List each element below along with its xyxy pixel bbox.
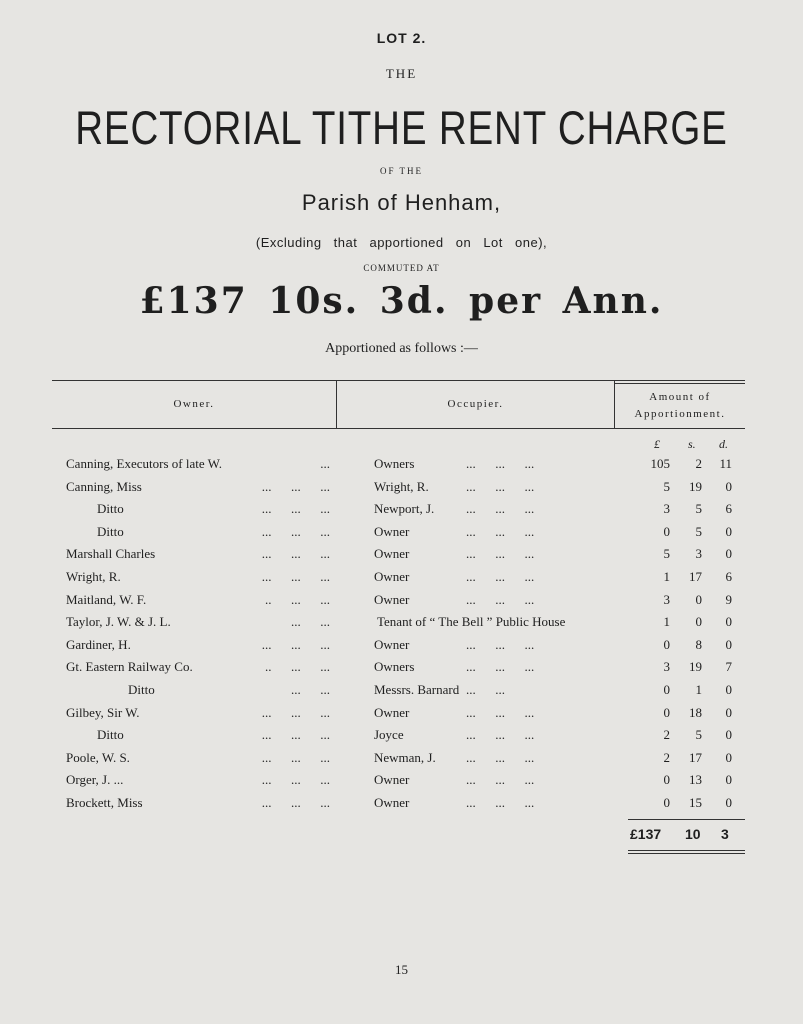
pounds-cell: 1 — [663, 614, 670, 630]
owner-leader-dots: ... ... ... — [261, 478, 330, 494]
heading-of-the: OF THE — [379, 166, 424, 176]
occupier-cell: Owner — [374, 546, 410, 562]
lot-number: LOT 2. — [376, 30, 427, 46]
pence-cell: 7 — [725, 659, 732, 675]
shillings-cell: 8 — [695, 636, 702, 652]
owner-leader-dots: ... ... ... — [261, 795, 330, 810]
owner-leader-dots: ... ... ... — [261, 772, 330, 788]
table-row — [0, 592, 803, 614]
pence-cell: 0 — [725, 636, 732, 652]
occupier-cell: Messrs. Barnard — [374, 682, 460, 697]
owner-leader-dots: ... ... ... — [261, 569, 330, 584]
owner-leader-dots: ... ... ... — [261, 546, 330, 562]
shillings-unit: s. — [688, 437, 696, 451]
total-shillings: 10 — [685, 826, 701, 842]
total-pence: 3 — [721, 826, 729, 842]
owner-cell: Poole, W. S. — [66, 749, 130, 765]
occupier-cell: Owner — [374, 772, 410, 788]
owner-cell: Canning, Miss — [66, 478, 142, 494]
pounds-cell: 3 — [663, 501, 670, 517]
shillings-cell: 5 — [695, 727, 702, 743]
occupier-cell: Owners — [374, 456, 415, 471]
total-bottom-rule-2 — [628, 853, 745, 854]
total-top-rule — [628, 819, 745, 820]
amount-header-line2: Apportionment. — [634, 408, 726, 420]
pence-cell: 0 — [725, 523, 732, 539]
owner-leader-dots: .. ... ... — [265, 591, 330, 607]
occupier-cell: Joyce — [374, 727, 404, 743]
owner-cell: Marshall Charles — [66, 546, 156, 562]
pence-cell: 0 — [725, 704, 732, 720]
occupier-cell: Newman, J. — [374, 749, 436, 765]
occupier-cell: Owner — [374, 569, 410, 584]
pounds-cell: 5 — [663, 478, 670, 494]
pounds-cell: 105 — [650, 456, 670, 471]
occupier-cell: Owner — [374, 591, 410, 607]
owner-cell: Canning, Executors of late W. — [66, 456, 222, 471]
amount-column-header — [615, 389, 745, 423]
pence-cell: 0 — [725, 682, 732, 697]
shillings-cell: 18 — [689, 704, 702, 720]
table-row — [0, 750, 803, 772]
pounds-cell: 3 — [663, 591, 670, 607]
shillings-cell: 19 — [689, 478, 702, 494]
commuted-at-label: COMMUTED AT — [363, 263, 440, 273]
owner-cell: Ditto — [97, 727, 124, 743]
table-row — [0, 501, 803, 523]
total-bottom-rule-1 — [628, 850, 745, 851]
table-row — [0, 614, 803, 636]
owner-cell: Gt. Eastern Railway Co. — [66, 659, 193, 675]
owner-cell: Gilbey, Sir W. — [66, 704, 140, 720]
pence-cell: 0 — [725, 614, 732, 630]
table-row — [0, 456, 803, 478]
owner-cell: Brockett, Miss — [66, 795, 143, 810]
shillings-cell: 17 — [689, 569, 702, 584]
shillings-cell: 2 — [695, 456, 702, 471]
owner-leader-dots: ... ... — [291, 614, 330, 630]
owner-leader-dots: ... ... ... — [261, 727, 330, 743]
occupier-leader-dots: ... ... ... — [466, 591, 535, 607]
amount-header-line1: Amount of — [649, 391, 711, 403]
shillings-cell: 15 — [689, 795, 702, 810]
apportioned-caption: Apportioned as follows :— — [325, 341, 478, 356]
owner-cell: Ditto — [97, 501, 124, 517]
occupier-leader-dots: ... ... ... — [466, 478, 535, 494]
occupier-leader-dots: ... ... ... — [466, 659, 535, 675]
occupier-column-header: Occupier. — [447, 398, 504, 410]
owner-leader-dots: ... ... ... — [261, 501, 330, 517]
table-row — [0, 682, 803, 704]
pounds-cell: 2 — [663, 727, 670, 743]
owner-cell: Wright, R. — [66, 569, 121, 584]
shillings-cell: 5 — [695, 501, 702, 517]
pence-cell: 0 — [725, 478, 732, 494]
pounds-cell: 0 — [663, 704, 670, 720]
table-row — [0, 659, 803, 681]
occupier-leader-dots: ... ... ... — [466, 501, 535, 517]
owner-leader-dots: ... ... — [291, 682, 330, 697]
table-row — [0, 479, 803, 501]
occupier-leader-dots: ... ... ... — [466, 636, 535, 652]
pence-unit: d. — [719, 437, 728, 451]
owner-leader-dots: ... — [320, 456, 330, 471]
shillings-cell: 1 — [695, 682, 702, 697]
owner-leader-dots: ... ... ... — [261, 523, 330, 539]
owner-cell: Maitland, W. F. — [66, 591, 147, 607]
total-pounds: £137 — [630, 826, 662, 842]
table-header-rule — [52, 428, 745, 429]
owner-cell: Taylor, J. W. & J. L. — [66, 614, 171, 630]
pence-cell: 0 — [725, 749, 732, 765]
pence-cell: 0 — [725, 546, 732, 562]
occupier-leader-dots: ... ... ... — [466, 795, 535, 810]
occupier-leader-dots: ... ... ... — [466, 523, 535, 539]
occupier-cell: Owners — [374, 659, 415, 675]
owner-cell: Ditto — [97, 523, 124, 539]
parish-name: Parish of Henham, — [301, 190, 502, 215]
table-row — [0, 727, 803, 749]
pounds-cell: 0 — [663, 636, 670, 652]
occupier-cell: Owner — [374, 636, 410, 652]
shillings-cell: 0 — [695, 614, 702, 630]
pounds-cell: 0 — [663, 795, 670, 810]
shillings-cell: 0 — [695, 591, 702, 607]
owner-leader-dots: ... ... ... — [261, 704, 330, 720]
table-top-rule — [52, 380, 745, 381]
occupier-cell: Wright, R. — [374, 478, 429, 494]
occupier-leader-dots: ... ... ... — [466, 546, 535, 562]
occupier-cell: Owner — [374, 795, 410, 810]
pounds-cell: 5 — [663, 546, 670, 562]
table-top-rule-amount — [615, 383, 745, 384]
shillings-cell: 5 — [695, 523, 702, 539]
pence-cell: 11 — [719, 456, 732, 471]
owner-cell: Orger, J. ... — [66, 772, 124, 788]
occupier-cell: Tenant of “ The Bell ” Public House — [377, 614, 566, 630]
owner-leader-dots: ... ... ... — [261, 749, 330, 765]
pence-cell: 6 — [725, 569, 732, 584]
table-row — [0, 705, 803, 727]
pounds-cell: 0 — [663, 682, 670, 697]
occupier-leader-dots: ... ... ... — [466, 772, 535, 788]
pence-cell: 0 — [725, 727, 732, 743]
table-row — [0, 772, 803, 794]
pounds-cell: 1 — [663, 569, 670, 584]
occupier-cell: Newport, J. — [374, 501, 435, 517]
exclusion-note: (Excluding that apportioned on Lot one), — [255, 235, 548, 250]
owner-leader-dots: ... ... ... — [261, 636, 330, 652]
occupier-leader-dots: ... ... ... — [466, 704, 535, 720]
occupier-cell: Owner — [374, 704, 410, 720]
pence-cell: 6 — [725, 501, 732, 517]
occupier-leader-dots: ... ... ... — [466, 569, 535, 584]
annual-amount: £137 10s. 3d. per Ann. — [139, 280, 664, 322]
owner-leader-dots: .. ... ... — [265, 659, 330, 675]
table-row — [0, 637, 803, 659]
occupier-leader-dots: ... ... ... — [466, 456, 535, 471]
owner-cell: Ditto — [128, 682, 155, 697]
shillings-cell: 19 — [689, 659, 702, 675]
pounds-cell: 0 — [663, 772, 670, 788]
owner-column-header: Owner. — [173, 398, 215, 410]
shillings-cell: 17 — [689, 749, 702, 765]
pence-cell: 0 — [725, 772, 732, 788]
pounds-cell: 2 — [663, 749, 670, 765]
table-row — [0, 795, 803, 817]
shillings-cell: 3 — [695, 546, 702, 562]
occupier-leader-dots: ... ... ... — [466, 749, 535, 765]
pence-cell: 0 — [725, 795, 732, 810]
table-row — [0, 546, 803, 568]
pounds-cell: 0 — [663, 523, 670, 539]
table-row — [0, 524, 803, 546]
occupier-leader-dots: ... ... ... — [466, 727, 535, 743]
page-title: RECTORIAL TITHE RENT CHARGE — [75, 101, 728, 154]
table-row — [0, 569, 803, 591]
owner-cell: Gardiner, H. — [66, 636, 131, 652]
occupier-cell: Owner — [374, 523, 410, 539]
pounds-unit: £ — [654, 437, 660, 451]
page-number: 15 — [395, 962, 408, 977]
pounds-cell: 3 — [663, 659, 670, 675]
shillings-cell: 13 — [689, 772, 702, 788]
pence-cell: 9 — [725, 591, 732, 607]
occupier-leader-dots: ... ... — [466, 682, 505, 697]
heading-the: THE — [385, 66, 418, 81]
